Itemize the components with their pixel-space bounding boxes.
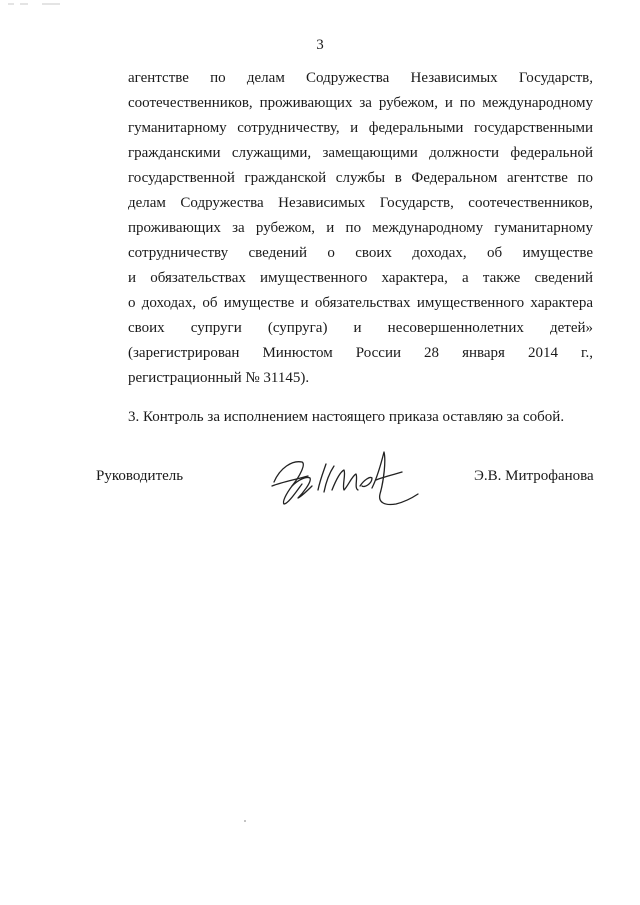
scan-artifact bbox=[244, 820, 246, 822]
paragraph-line: проживающих за рубежом, и по международному гуманитарному bbox=[128, 220, 593, 236]
paragraph-line: о доходах, об имуществе и обязательствах имущественного характера bbox=[128, 295, 593, 311]
signer-name: Э.В. Митрофанова bbox=[474, 468, 594, 484]
clause-3: 3. Контроль за исполнением настоящего приказа оставляю за собой. bbox=[128, 409, 565, 425]
page-number: 3 bbox=[316, 37, 324, 53]
scan-artifact bbox=[8, 2, 68, 6]
paragraph-line: и обязательствах имущественного характера, а также сведений bbox=[128, 270, 593, 286]
handwritten-signature bbox=[262, 446, 422, 518]
paragraph-line: своих супруги (супруга) и несовершеннолетних детей» bbox=[128, 320, 593, 336]
document-paragraph bbox=[128, 66, 593, 391]
paragraph-line: гражданскими служащими, замещающими должности федеральной bbox=[128, 145, 593, 161]
paragraph-line: сотрудничеству сведений о своих доходах, об имуществе bbox=[128, 245, 593, 261]
signer-title: Руководитель bbox=[96, 468, 184, 484]
paragraph-line: соотечественников, проживающих за рубежом, и по международному bbox=[128, 95, 593, 111]
paragraph-line: делам Содружества Независимых Государств, соотечественников, bbox=[128, 195, 593, 211]
paragraph-line: агентстве по делам Содружества Независимых Государств, bbox=[128, 70, 593, 86]
paragraph-line: гуманитарному сотрудничеству, и федеральными государственными bbox=[128, 120, 593, 136]
paragraph-line: (зарегистрирован Минюстом России 28 января 2014 г., bbox=[128, 345, 593, 361]
paragraph-line: регистрационный № 31145). bbox=[128, 370, 310, 386]
paragraph-line: государственной гражданской службы в Федеральном агентстве по bbox=[128, 170, 593, 186]
signature-block bbox=[0, 446, 640, 526]
